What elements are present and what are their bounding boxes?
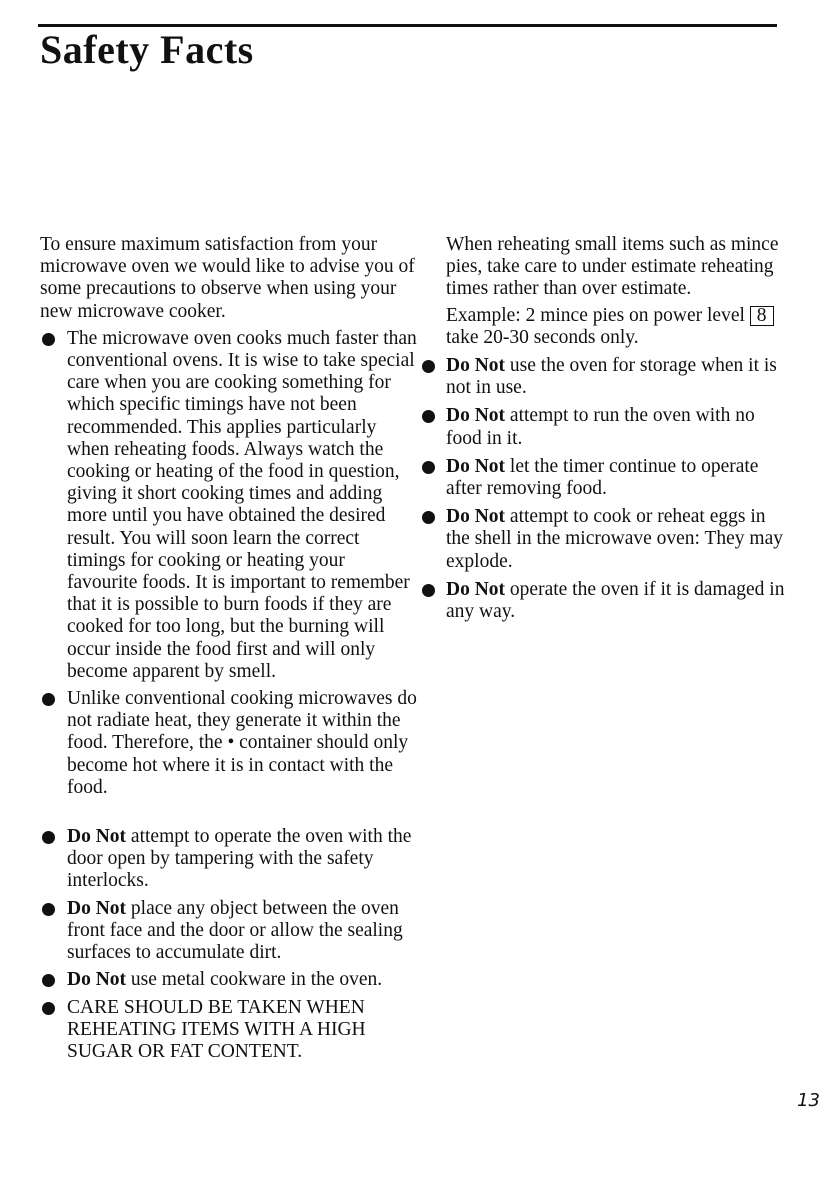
do-not-label: Do Not (67, 826, 127, 848)
bullet-text: operate the oven if it is damaged in any way. (446, 578, 785, 623)
list-item (446, 405, 791, 449)
page-title: Safety Facts (40, 27, 254, 72)
list-item (446, 355, 791, 399)
list-item (40, 898, 420, 965)
bullet-text: The microwave oven cooks much faster than conventional ovens. It is wise to take special care when you are cooking something for which specific timings have not been recommended. This applies particularly when reheating foods. Always watch the cooking or heating of the food in question, giving it short cooking times and adding more until you have obtained the desired result. You will soon learn the correct timings for cooking or heating your favourite foods. It is important to remember that it is possible to burn foods if they are cooked for too long, but the burning will occur inside the food first and will only become apparent by smell. (67, 327, 417, 682)
do-not-label: Do Not (67, 969, 127, 991)
left-column (40, 234, 420, 1063)
intro-paragraph: To ensure maximum satisfaction from your microwave oven we would like to advise you of some precautions to observe when using your new microwave cooker. (40, 234, 415, 322)
right-column (446, 234, 791, 623)
bullet-icon (422, 511, 435, 524)
bullet-icon (422, 584, 435, 597)
bullet-text: attempt to run the oven with no food in it. (446, 405, 755, 449)
bullet-text: place any object between the oven front face and the door or allow the sealing surfaces to accumulate dirt. (67, 897, 403, 964)
bullet-text: let the timer continue to operate after removing food. (446, 455, 759, 500)
list-item (40, 328, 420, 683)
example-paragraph (446, 305, 791, 349)
bullet-text: use the oven for storage when it is not in use. (446, 355, 777, 399)
do-not-label: Do Not (446, 355, 506, 377)
bullet-icon (42, 693, 55, 706)
bullet-text: attempt to cook or reheat eggs in the shell in the microwave oven: They may explode. (446, 506, 784, 572)
bullet-icon (42, 1002, 55, 1015)
bullet-text: use metal cookware in the oven. (126, 969, 383, 991)
bullet-text: attempt to operate the oven with the door open by tampering with the safety interlocks. (67, 826, 412, 892)
list-item (446, 506, 791, 573)
bullet-text: Unlike conventional cooking microwaves do not radiate heat, they generate it within the food. Therefore, the • container should only become hot where it is in contact with the food. (67, 688, 417, 798)
example-text: take 20-30 seconds only. (446, 326, 639, 348)
example-text: Example: 2 mince pies on power level (446, 304, 750, 326)
bullet-icon (422, 410, 435, 423)
do-not-label: Do Not (446, 455, 506, 477)
do-not-label: Do Not (67, 897, 127, 919)
do-not-label: Do Not (446, 506, 506, 528)
do-not-label: Do Not (446, 405, 506, 427)
bullet-icon (422, 360, 435, 373)
power-level-box: 8 (750, 306, 774, 326)
bullet-icon (42, 831, 55, 844)
list-item (40, 688, 420, 799)
bullet-icon (42, 903, 55, 916)
intro-paragraph: When reheating small items such as mince pies, take care to under estimate reheating times rather than over estimate. (446, 234, 779, 300)
list-item (40, 997, 420, 1064)
list-item (40, 969, 420, 991)
list-item (40, 826, 420, 893)
list-item (446, 579, 791, 623)
bullet-icon (422, 461, 435, 474)
bullet-icon (42, 333, 55, 346)
page-number: 13 (797, 1090, 820, 1111)
do-not-label: Do Not (446, 578, 506, 600)
list-item (446, 456, 791, 500)
bullet-text: CARE SHOULD BE TAKEN WHEN REHEATING ITEMS WITH A HIGH SUGAR OR FAT CONTENT. (67, 996, 366, 1062)
bullet-icon (42, 974, 55, 987)
